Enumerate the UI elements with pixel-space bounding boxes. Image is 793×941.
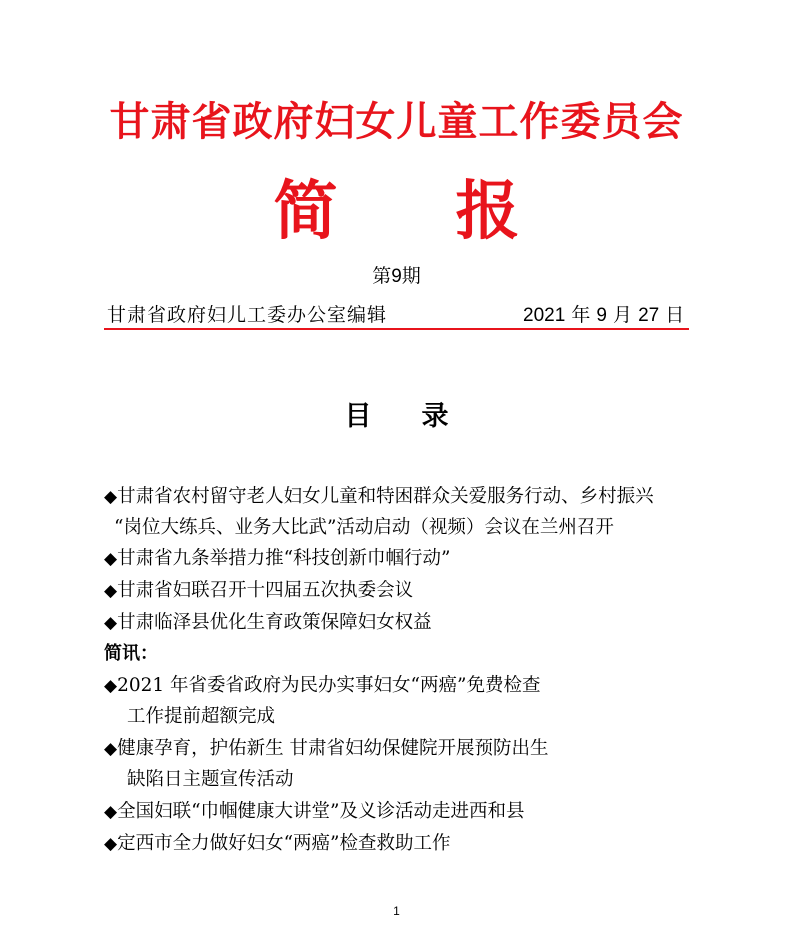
- toc-title: 目 录: [344, 401, 449, 432]
- toc-item-continuation[interactable]: “岗位大练兵、业务大比武”活动启动（视频）会议在兰州召开: [114, 517, 614, 538]
- brief-title-char-1: 简: [273, 174, 338, 249]
- diamond-bullet-icon: ◆: [104, 487, 118, 507]
- toc-item[interactable]: ◆甘肃省九条举措力推“科技创新巾帼行动”: [104, 548, 451, 569]
- diamond-bullet-icon: ◆: [104, 676, 118, 696]
- brief-title: [0, 172, 793, 252]
- news-item[interactable]: ◆定西市全力做好妇女“两癌”检查救助工作: [104, 833, 451, 854]
- news-item[interactable]: ◆健康孕育，护佑新生 甘肃省妇幼保健院开展预防出生: [104, 738, 549, 759]
- diamond-bullet-icon: ◆: [104, 834, 118, 854]
- diamond-bullet-icon: ◆: [104, 549, 118, 569]
- issue-number-value: 9: [391, 266, 402, 287]
- toc-item[interactable]: ◆甘肃临泽县优化生育政策保障妇女权益: [104, 612, 432, 633]
- news-item[interactable]: ◆全国妇联“巾帼健康大讲堂”及义诊活动走进西和县: [104, 801, 525, 822]
- org-title: 甘肃省政府妇女儿童工作委员会: [109, 98, 684, 145]
- diamond-bullet-icon: ◆: [104, 802, 118, 822]
- news-item-continuation[interactable]: 缺陷日主题宣传活动: [127, 769, 294, 790]
- toc-item[interactable]: ◆甘肃省妇联召开十四届五次执委会议: [104, 580, 414, 601]
- news-item-continuation[interactable]: 工作提前超额完成: [127, 706, 276, 727]
- header-divider: [104, 328, 689, 330]
- diamond-bullet-icon: ◆: [104, 613, 118, 633]
- brief-title-char-2: 报: [455, 174, 520, 249]
- publish-date: 2021 年 9 月 27 日: [523, 304, 685, 326]
- section-label-news: 简讯：: [104, 643, 158, 664]
- page-number: 1: [393, 904, 400, 918]
- diamond-bullet-icon: ◆: [104, 581, 118, 601]
- toc-item[interactable]: ◆甘肃省农村留守老人妇女儿童和特困群众关爱服务行动、乡村振兴: [104, 486, 654, 507]
- news-item[interactable]: ◆2021 年省委省政府为民办实事妇女“两癌”免费检查: [104, 675, 541, 696]
- issue-number: 第9期: [372, 265, 421, 287]
- diamond-bullet-icon: ◆: [104, 739, 118, 759]
- editor-line: 甘肃省政府妇儿工委办公室编辑: [107, 304, 388, 326]
